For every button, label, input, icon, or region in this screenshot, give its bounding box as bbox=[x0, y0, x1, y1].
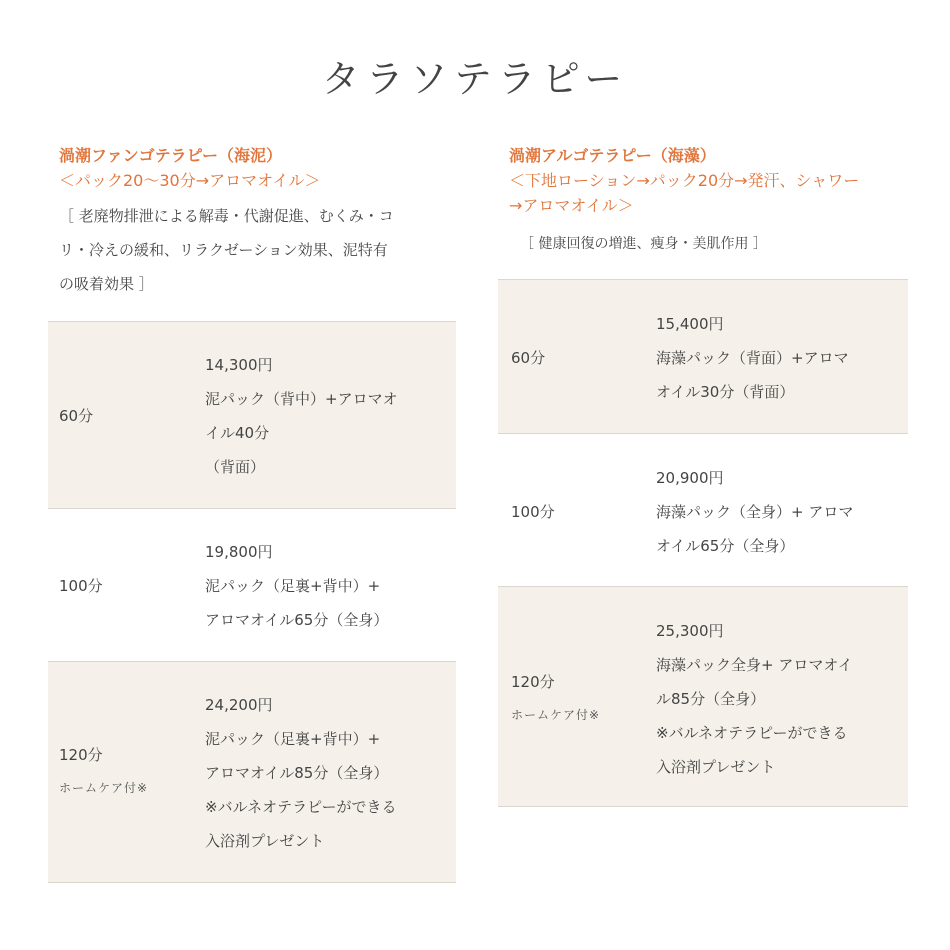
fango-row-line: 泥パック（足裏+背中）+ bbox=[205, 730, 381, 748]
algo-row-100 bbox=[498, 433, 908, 586]
fango-desc-line: ［ 老廃物排泄による解毒・代謝促進、むくみ・コ bbox=[59, 207, 394, 225]
fango-row-price: 14,300円 bbox=[205, 356, 273, 374]
fango-row-detail bbox=[205, 535, 388, 637]
algo-row-60 bbox=[498, 279, 908, 433]
fango-row-note: ホームケア付※ bbox=[59, 781, 149, 795]
fango-desc-line: リ・冷えの緩和、リラクゼーション効果、泥特有 bbox=[59, 241, 388, 259]
fango-row-100 bbox=[48, 508, 456, 661]
fango-description bbox=[48, 199, 456, 301]
fango-title: 渦潮ファンゴテラピー（海泥） bbox=[59, 146, 283, 165]
algo-title: 渦潮アルゴテラピー（海藻） bbox=[509, 146, 716, 165]
fango-row-line: 泥パック（背中）+アロマオ bbox=[205, 390, 398, 408]
fango-row-line: アロマオイル65分（全身） bbox=[205, 611, 389, 629]
algo-row-120 bbox=[498, 586, 908, 807]
algo-menu-table bbox=[498, 279, 908, 807]
algo-row-time-block bbox=[511, 671, 600, 723]
algo-row-line: 入浴剤プレゼント bbox=[656, 758, 776, 776]
algo-subtitle-line: ＜下地ローション→パック20分→発汗、シャワー bbox=[509, 171, 860, 190]
fango-row-price: 19,800円 bbox=[205, 543, 273, 561]
algo-row-time: 120分 bbox=[511, 673, 555, 691]
algo-row-line: ※バルネオテラピーができる bbox=[656, 724, 848, 742]
fango-row-line: ※バルネオテラピーができる bbox=[205, 798, 397, 816]
fango-row-time: 120分 bbox=[59, 746, 103, 764]
algo-row-time: 60分 bbox=[511, 349, 546, 367]
fango-section bbox=[48, 143, 456, 850]
algo-row-detail bbox=[656, 307, 849, 409]
algo-row-line: オイル30分（背面） bbox=[656, 383, 795, 401]
algo-row-price: 20,900円 bbox=[656, 469, 724, 487]
fango-subtitle: ＜パック20～30分→アロマオイル＞ bbox=[59, 171, 321, 190]
fango-row-line: イル40分 bbox=[205, 424, 270, 442]
algo-description: ［ 健康回復の増進、痩身・美肌作用 ］ bbox=[520, 236, 767, 252]
algo-row-line: 海藻パック（背面）+アロマ bbox=[656, 349, 849, 367]
fango-row-120 bbox=[48, 661, 456, 883]
algo-row-line: ル85分（全身） bbox=[656, 690, 766, 708]
fango-row-time: 60分 bbox=[59, 407, 94, 425]
algo-row-line: オイル65分（全身） bbox=[656, 537, 795, 555]
fango-row-line: 入浴剤プレゼント bbox=[205, 832, 325, 850]
algo-section bbox=[498, 143, 908, 776]
algo-subtitle-line: →アロマオイル＞ bbox=[509, 196, 634, 215]
fango-row-price: 24,200円 bbox=[205, 696, 273, 714]
algo-row-line: 海藻パック（全身）+ アロマ bbox=[656, 503, 854, 521]
algo-row-note: ホームケア付※ bbox=[511, 708, 601, 722]
fango-desc-line: の吸着効果 ］ bbox=[59, 275, 154, 293]
fango-row-time-block bbox=[59, 744, 148, 796]
fango-row-60 bbox=[48, 321, 456, 508]
fango-row-detail bbox=[205, 688, 397, 858]
algo-row-detail bbox=[656, 614, 853, 784]
algo-row-time: 100分 bbox=[511, 503, 555, 521]
algo-row-price: 25,300円 bbox=[656, 622, 724, 640]
fango-row-line: （背面） bbox=[205, 458, 266, 476]
fango-row-line: 泥パック（足裏+背中）+ bbox=[205, 577, 381, 595]
fango-menu-table bbox=[48, 321, 456, 883]
page-title: タラソテラピー bbox=[321, 57, 629, 101]
fango-row-time: 100分 bbox=[59, 577, 103, 595]
algo-row-detail bbox=[656, 461, 853, 563]
fango-row-line: アロマオイル85分（全身） bbox=[205, 764, 389, 782]
algo-row-line: 海藻パック全身+ アロマオイ bbox=[656, 656, 853, 674]
algo-row-price: 15,400円 bbox=[656, 315, 724, 333]
fango-row-detail bbox=[205, 348, 398, 484]
